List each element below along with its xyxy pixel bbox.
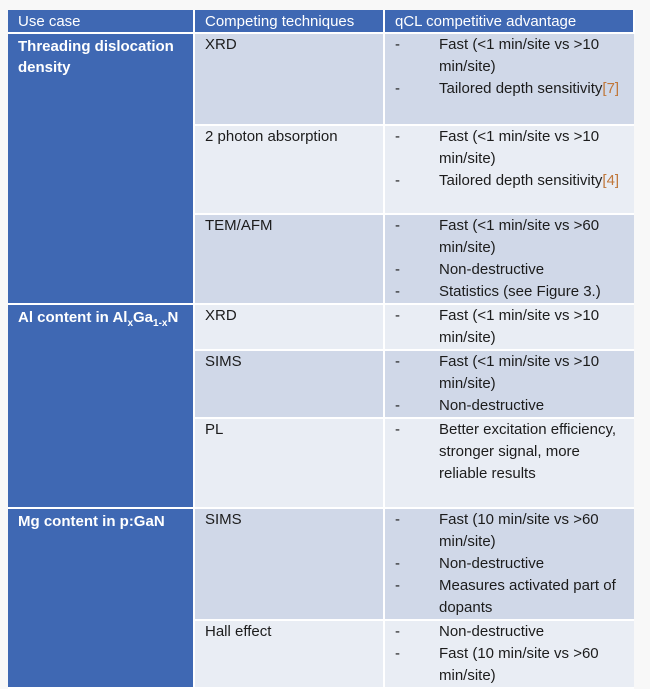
- use-case-threading-dislocation: Threading dislocation density: [8, 33, 194, 304]
- comparison-table: [8, 10, 635, 689]
- advantage-text: Fast (10 min/site vs >60 min/site): [439, 511, 599, 550]
- bullet-dash: -: [395, 36, 400, 53]
- advantage-item: [395, 215, 628, 259]
- advantage-text: Non-destructive: [439, 555, 545, 572]
- technique-cell: TEM/AFM: [194, 214, 384, 304]
- technique-cell: SIMS: [194, 350, 384, 418]
- technique-cell: XRD: [194, 33, 384, 125]
- bullet-dash: -: [395, 283, 400, 300]
- advantage-text: Non-destructive: [439, 397, 545, 414]
- advantage-item: [395, 419, 628, 485]
- bullet-dash: -: [395, 261, 400, 278]
- bullet-dash: -: [395, 353, 400, 370]
- technique-cell: 2 photon absorption: [194, 125, 384, 214]
- advantage-text: Non-destructive: [439, 261, 545, 278]
- table-row: [8, 33, 634, 125]
- technique-cell: PL: [194, 418, 384, 508]
- use-case-mg-content: Mg content in p:GaN: [8, 508, 194, 688]
- advantage-item: [395, 509, 628, 553]
- advantage-text: Better excitation efficiency, stronger signal, more reliable results: [439, 421, 617, 482]
- bullet-dash: -: [395, 645, 400, 662]
- advantage-item: [395, 78, 628, 100]
- advantage-item: [395, 305, 628, 349]
- header-competing-techniques: Competing techniques: [194, 10, 384, 33]
- advantage-item: [395, 643, 628, 687]
- advantage-item: [395, 281, 628, 303]
- technique-cell: Hall effect: [194, 620, 384, 688]
- bullet-dash: -: [395, 511, 400, 528]
- use-case-al-content: Al content in $Al_xGa_{1-x}N$: [8, 304, 194, 508]
- advantage-text: Non-destructive: [439, 623, 545, 640]
- advantage-text: Fast (<1 min/site vs >10 min/site): [439, 307, 600, 346]
- advantage-cell: [384, 418, 634, 508]
- bullet-dash: -: [395, 421, 400, 438]
- advantage-item: [395, 553, 628, 575]
- advantage-item: [395, 395, 628, 417]
- advantage-item: [395, 126, 628, 170]
- advantage-item: [395, 170, 628, 192]
- bullet-dash: -: [395, 217, 400, 234]
- bullet-dash: -: [395, 307, 400, 324]
- bullet-dash: -: [395, 555, 400, 572]
- header-qcl-advantage: qCL competitive advantage: [384, 10, 634, 33]
- bullet-dash: -: [395, 80, 400, 97]
- advantage-item: [395, 351, 628, 395]
- advantage-item: [395, 34, 628, 78]
- bullet-dash: -: [395, 397, 400, 414]
- advantage-text: Statistics (see Figure 3.): [439, 283, 601, 300]
- bullet-dash: -: [395, 172, 400, 189]
- advantage-cell: [384, 508, 634, 620]
- advantage-text: Fast (<1 min/site vs >60 min/site): [439, 217, 600, 256]
- technique-cell: SIMS: [194, 508, 384, 620]
- header-row: [8, 10, 634, 33]
- advantage-text: Tailored depth sensitivity: [439, 80, 603, 97]
- advantage-cell: [384, 304, 634, 350]
- advantage-cell: [384, 125, 634, 214]
- advantage-item: [395, 575, 628, 619]
- technique-cell: XRD: [194, 304, 384, 350]
- advantage-text: Measures activated part of dopants: [439, 577, 616, 616]
- advantage-item: [395, 259, 628, 281]
- header-use-case: Use case: [8, 10, 194, 33]
- advantage-cell: [384, 214, 634, 304]
- table-row: [8, 304, 634, 350]
- advantage-cell: [384, 620, 634, 688]
- advantage-cell: [384, 33, 634, 125]
- advantage-text: Fast (<1 min/site vs >10 min/site): [439, 36, 600, 75]
- advantage-text: Fast (10 min/site vs >60 min/site): [439, 645, 599, 684]
- bullet-dash: -: [395, 577, 400, 594]
- advantage-text: Fast (<1 min/site vs >10 min/site): [439, 353, 600, 392]
- bullet-dash: -: [395, 128, 400, 145]
- reference-link[interactable]: [4]: [602, 172, 620, 189]
- advantage-text: Fast (<1 min/site vs >10 min/site): [439, 128, 600, 167]
- reference-link[interactable]: [7]: [602, 80, 620, 97]
- advantage-text: Tailored depth sensitivity: [439, 172, 603, 189]
- advantage-item: [395, 621, 628, 643]
- bullet-dash: -: [395, 623, 400, 640]
- table-row: [8, 508, 634, 620]
- advantage-cell: [384, 350, 634, 418]
